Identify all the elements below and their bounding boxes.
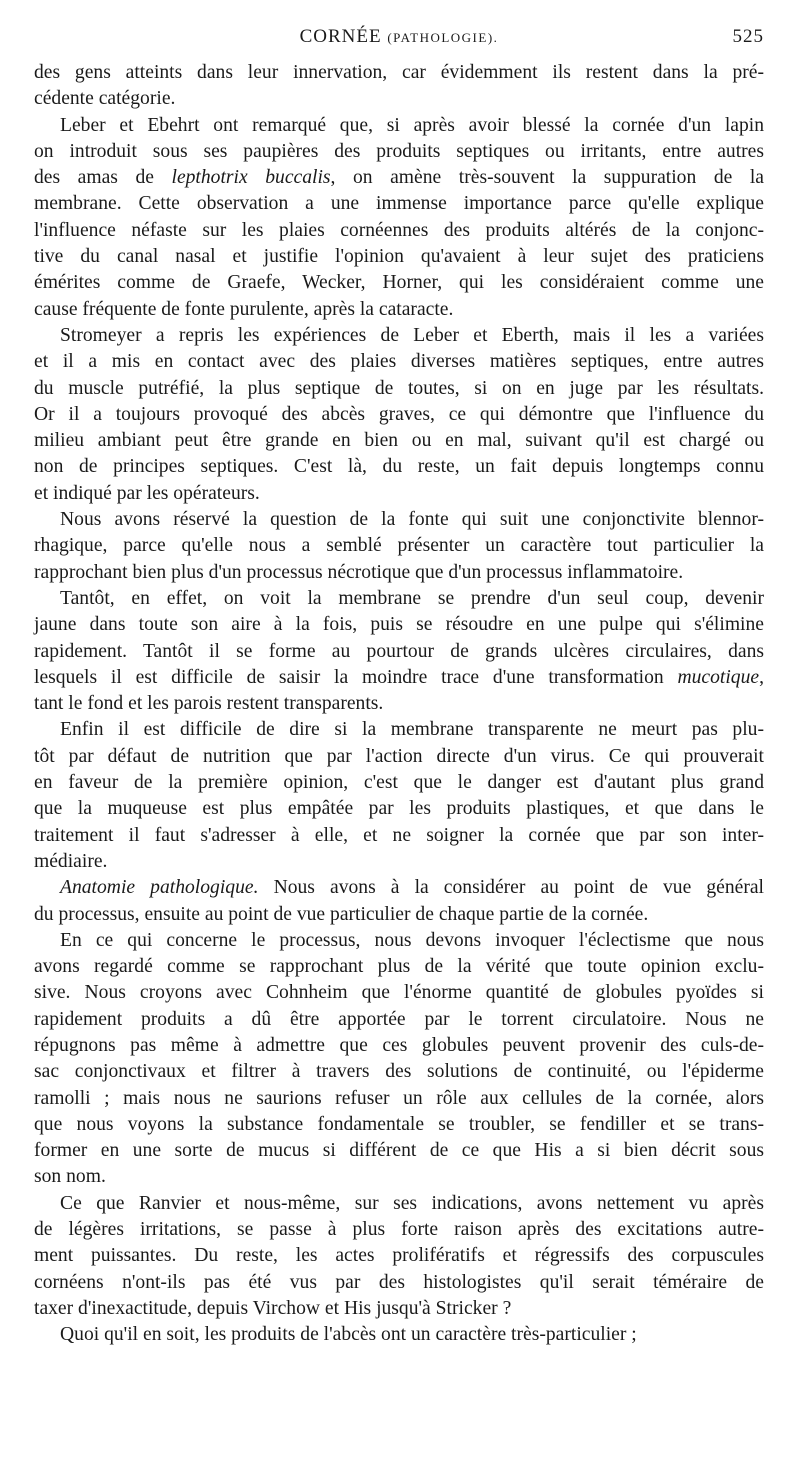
paragraph	[34, 717, 764, 875]
text-line: répugnons pas même à admettre que ces globules peuvent provenir des culs-de-	[34, 1034, 764, 1056]
text-line: sive. Nous croyons avec Cohnheim que l'énorme quantité de globules pyoïdes si	[34, 982, 764, 1004]
text-line: traitement il faut s'adresser à elle, et ne soigner la cornée que par son inter-	[34, 824, 764, 846]
text-line: Enfin il est difficile de dire si la membrane transparente ne meurt pas plu-	[60, 719, 764, 741]
paragraph	[34, 323, 764, 507]
header-title-main: CORNÉE	[299, 26, 382, 47]
text-line: de légères irritations, se passe à plus forte raison après des excitations autre-	[34, 1219, 764, 1241]
text-line: tant le fond et les parois restent transparents.	[34, 693, 384, 715]
running-header	[34, 26, 764, 60]
header-title	[34, 26, 764, 48]
page-number: 525	[732, 26, 764, 47]
text-line: En ce qui concerne le processus, nous devons invoquer l'éclectisme que nous	[60, 929, 764, 951]
text-line: ramolli ; mais nous ne saurions refuser un rôle aux cellules de la cornée, alors	[34, 1087, 764, 1109]
text-line: l'influence néfaste sur les plaies cornéennes des produits altérés de la conjonc-	[34, 219, 764, 241]
text-line: lesquels il est difficile de saisir la moindre trace d'une transformation mucotique,	[34, 666, 764, 688]
text-line: que nous voyons la substance fondamentale se troubler, se fendiller et se trans-	[34, 1113, 764, 1135]
text-line: Anatomie pathologique. Nous avons à la considérer au point de vue général	[60, 877, 764, 899]
text-line: du muscle putréfié, la plus septique de toutes, si on en juge par les résultats.	[34, 377, 764, 399]
text-line: milieu ambiant peut être grande en bien ou en mal, suivant qu'il est chargé ou	[34, 430, 764, 452]
header-title-sub: (PATHOLOGIE).	[387, 30, 499, 45]
text-line: en faveur de la première opinion, c'est que le danger est d'autant plus grand	[34, 772, 764, 794]
text-line: rapprochant bien plus d'un processus nécrotique que d'un processus inflammatoire.	[34, 561, 684, 583]
body-text	[34, 60, 764, 1349]
text-line: cornéens n'ont-ils pas été vus par des histologistes qu'il serait téméraire de	[34, 1271, 764, 1293]
text-line: tive du canal nasal et justifie l'opinion qu'avaient à leur sujet des praticiens	[34, 246, 764, 268]
paragraph	[34, 1191, 764, 1322]
paragraph	[34, 507, 764, 586]
text-line: Nous avons réservé la question de la fonte qui suit une conjonctivite blennor-	[60, 509, 764, 531]
text-line: des amas de lepthotrix buccalis, on amène très-souvent la suppuration de la	[34, 167, 764, 189]
paragraph	[34, 875, 764, 928]
text-line: rapidement produits a dû être apportée par le torrent circulatoire. Nous ne	[34, 1008, 764, 1030]
text-line: émérites comme de Graefe, Wecker, Horner, qui les considéraient comme une	[34, 272, 764, 294]
text-line: son nom.	[34, 1166, 106, 1188]
text-line: rhagique, parce qu'elle nous a semblé présenter un caractère tout particulier la	[34, 535, 764, 557]
text-line: avons regardé comme se rapprochant plus de la vérité que toute opinion exclu-	[34, 956, 764, 978]
text-line: que la muqueuse est plus empâtée par les produits plastiques, et que dans le	[34, 798, 764, 820]
text-line: membrane. Cette observation a une immense importance parce qu'elle explique	[34, 193, 764, 215]
text-line: former en une sorte de mucus si différent de ce que His a si bien décrit sous	[34, 1140, 764, 1162]
text-line: Stromeyer a repris les expériences de Leber et Eberth, mais il les a variées	[60, 324, 764, 346]
text-line: Or il a toujours provoqué des abcès graves, ce qui démontre que l'influence du	[34, 403, 764, 425]
text-line: non de principes septiques. C'est là, du reste, un fait depuis longtemps connu	[34, 456, 764, 478]
paragraph	[34, 1322, 764, 1348]
text-line: Leber et Ebehrt ont remarqué que, si après avoir blessé la cornée d'un lapin	[60, 114, 764, 136]
text-line: et indiqué par les opérateurs.	[34, 482, 260, 504]
text-line: taxer d'inexactitude, depuis Virchow et His jusqu'à Stricker ?	[34, 1297, 512, 1319]
text-line: sac conjonctivaux et filtrer à travers des solutions de continuité, ou l'épiderme	[34, 1061, 764, 1083]
text-line: Ce que Ranvier et nous-même, sur ses indications, avons nettement vu après	[60, 1192, 764, 1214]
paragraph	[34, 113, 764, 323]
text-line: jaune dans toute son aire à la fois, puis se résoudre en une pulpe qui s'élimine	[34, 614, 764, 636]
text-line: et il a mis en contact avec des plaies diverses matières septiques, entre autres	[34, 351, 764, 373]
text-line: du processus, ensuite au point de vue particulier de chaque partie de la cornée.	[34, 903, 649, 925]
book-page	[34, 26, 764, 1349]
text-line: Quoi qu'il en soit, les produits de l'abcès ont un caractère très-particulier ;	[60, 1324, 637, 1346]
text-line: tôt par défaut de nutrition que par l'action directe d'un virus. Ce qui prouverait	[34, 745, 764, 767]
text-line: ment puissantes. Du reste, les actes prolifératifs et régressifs des corpuscules	[34, 1245, 764, 1267]
text-line: Tantôt, en effet, on voit la membrane se prendre d'un seul coup, devenir	[60, 587, 764, 609]
text-line: cédente catégorie.	[34, 88, 176, 110]
text-line: médiaire.	[34, 850, 108, 872]
text-line: cause fréquente de fonte purulente, après la cataracte.	[34, 298, 454, 320]
text-line: on introduit sous ses paupières des produits septiques ou irritants, entre autres	[34, 140, 764, 162]
paragraph	[34, 60, 764, 113]
paragraph	[34, 928, 764, 1191]
paragraph	[34, 586, 764, 717]
text-line: rapidement. Tantôt il se forme au pourtour de grands ulcères circulaires, dans	[34, 640, 764, 662]
text-line: des gens atteints dans leur innervation, car évidemment ils restent dans la pré-	[34, 62, 764, 83]
